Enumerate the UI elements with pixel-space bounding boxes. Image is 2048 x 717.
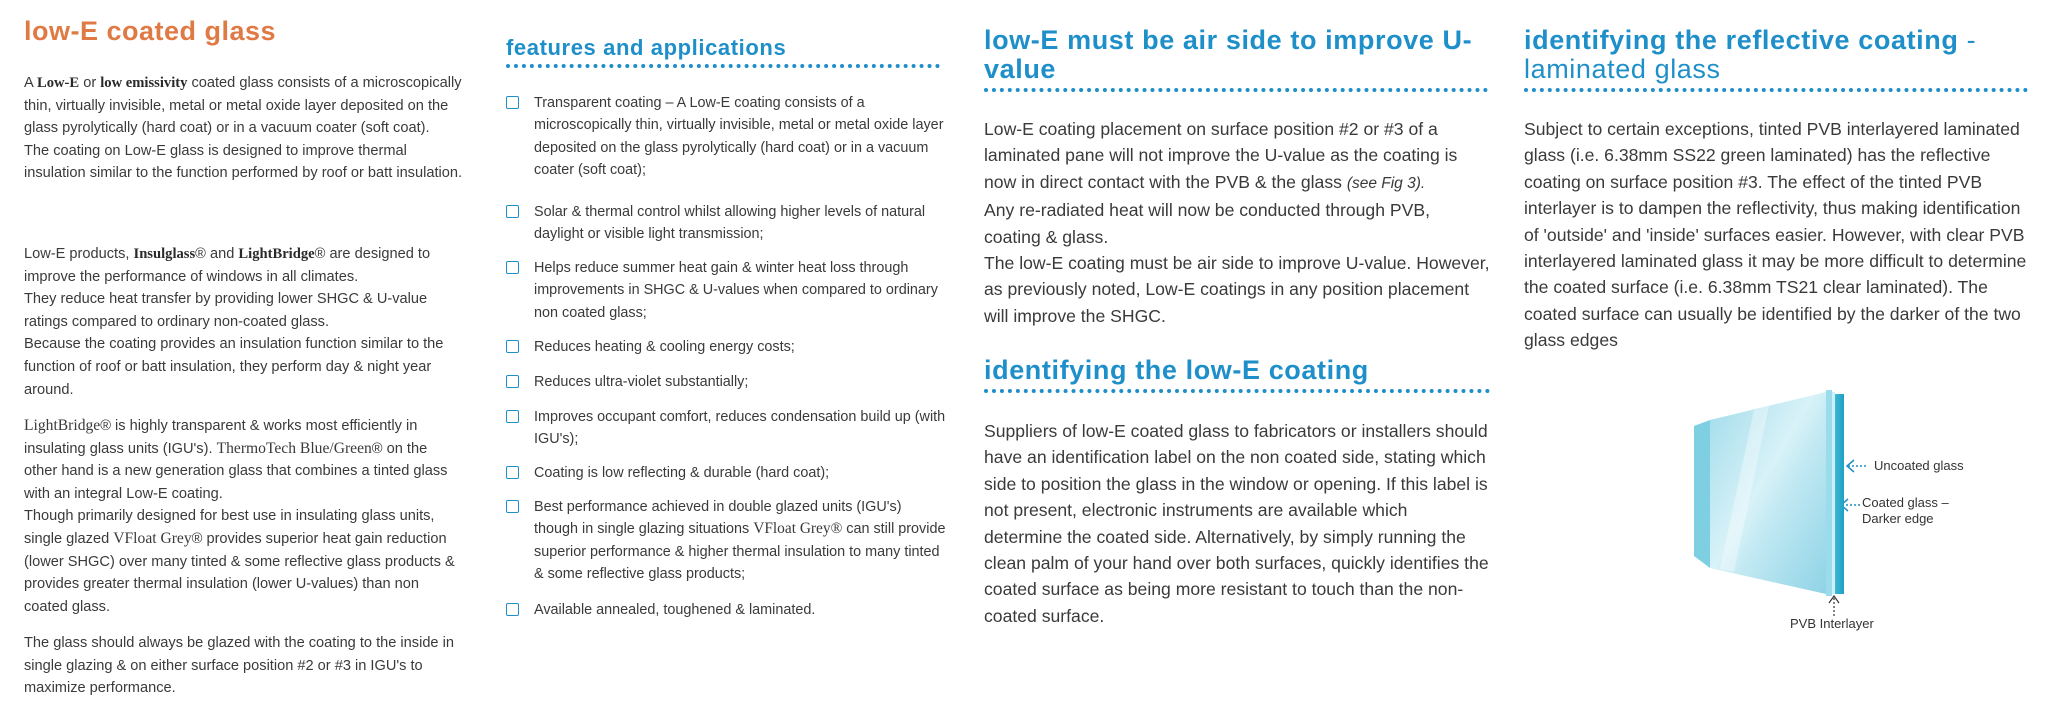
paragraph-glazing: The glass should always be glazed with the coating to the inside in single glazing & on either surface position #2 or #3 in IGU's to maximize performance. [24, 635, 454, 697]
section-title-reflective-coating: identifying the reflective coating - laminated glass [1524, 26, 2028, 92]
paragraph-definition: A Low-E or low emissivity coated glass consists of a microscopically thin, virtually invisible, metal or metal oxide layer deposited on the glass pyrolytically (hard coat) or in a vacuum coater (soft coat). The coating on Low-E glass is designed to improve thermal insulation similar to the function performed by roof or batt insulation. [24, 75, 463, 182]
section-title-air-side: low-E must be air side to improve U-value [984, 26, 1488, 92]
feature-item: Coating is low reflecting & durable (hard coat); [506, 462, 946, 484]
checkbox-icon [506, 340, 519, 353]
feature-item: Improves occupant comfort, reduces condensation build up (with IGU's); [506, 406, 946, 451]
checkbox-icon [506, 261, 519, 274]
paragraph-reflective-coating: Subject to certain exceptions, tinted PVB interlayered laminated glass (i.e. 6.38mm SS22 green laminated) has the reflective coating on surface position #3. The effect of the tinted PVB interlayer is to dampen the reflectivity, thus making identification of 'outside' and 'inside' surfaces easier. However, with clear PVB interlayered laminated glass it may be more difficult to determine the coated surface (i.e. 6.38mm TS21 clear laminated). The coated surface can usually be identified by the darker of the two glass edges [1524, 119, 2027, 351]
feature-item: Reduces ultra-violet substantially; [506, 371, 946, 393]
laminated-glass-figure [1644, 380, 2034, 640]
feature-item: Best performance achieved in double glazed units (IGU's) though in single glazing situations VFloat Grey® can still provide superior performance & higher thermal insulation to many tinted & some reflective glass products; [506, 496, 946, 586]
checkbox-icon [506, 205, 519, 218]
label-uncoated-glass: Uncoated glass [1874, 458, 1964, 473]
section-title-identifying-coating: identifying the low-E coating [984, 356, 1490, 393]
checkbox-icon [506, 500, 519, 513]
feature-item: Available annealed, toughened & laminated. [506, 599, 946, 621]
checkbox-icon [506, 603, 519, 616]
label-pvb-interlayer: PVB Interlayer [1790, 616, 1874, 631]
section-title-features: features and applications [506, 36, 940, 68]
paragraph-air-side: Low-E coating placement on surface position #2 or #3 of a laminated pane will not improve the U-value as the coating is now in direct contact with the PVB & the glass (see Fig 3). Any re-radiated heat will now be conducted through PVB, coating & glass. The low-E coating must be air side to improve U-value. However, as previously noted, Low-E coatings in any position placement will improve the SHGC. [984, 119, 1490, 326]
feature-item: Reduces heating & cooling energy costs; [506, 336, 946, 358]
paragraph-products: Low-E products, Insulglass® and LightBridge® are designed to improve the performance of windows in all climates. They reduce heat transfer by providing lower SHGC & U-value ratings compared to ordinary non-coated glass. Because the coating provides an insulation function similar to the function of roof or batt insulation, they perform day & night year around. [24, 246, 444, 398]
checkbox-icon [506, 96, 519, 109]
label-coated-glass: Coated glass – Darker edge [1862, 495, 1949, 526]
figure-arrows [1844, 380, 1904, 600]
feature-item: Helps reduce summer heat gain & winter heat loss through improvements in SHGC & U-values when compared to ordinary non coated glass; [506, 257, 946, 324]
feature-item: Solar & thermal control whilst allowing higher levels of natural daylight or visible light transmission; [506, 201, 946, 246]
checkbox-icon [506, 375, 519, 388]
checkbox-icon [506, 410, 519, 423]
paragraph-identifying-coating: Suppliers of low-E coated glass to fabricators or installers should have an identification label on the non coated side, stating which side to position the glass in the window or opening. If this label is not present, electronic instruments are available which determine the coated side. Alternatively, by simply running the clean palm of your hand over both surfaces, quickly identifies the coated surface as being more resistant to touch than the non-coated surface. [984, 421, 1489, 626]
checkbox-icon [506, 466, 519, 479]
laminated-glass-illustration [1644, 380, 1854, 600]
feature-item: Transparent coating – A Low-E coating consists of a microscopically thin, virtually invisible, metal or metal oxide layer deposited on the glass pyrolytically (hard coat) or in a vacuum coater (soft coat); [506, 92, 946, 182]
section-title-low-e-coated-glass: low-E coated glass [24, 16, 277, 46]
paragraph-brands: LightBridge® is highly transparent & works most efficiently in insulating glass units (IGU's). ThermoTech Blue/Green® on the other hand is a new generation glass that combines a tinted glass with an integral Low-E coating. Though primarily designed for best use in insulating glass units, single glazed VFloat Grey® provides superior heat gain reduction (lower SHGC) over many tinted & some reflective glass products & provides greater thermal insulation (lower U-values) than non coated glass. [24, 417, 455, 615]
